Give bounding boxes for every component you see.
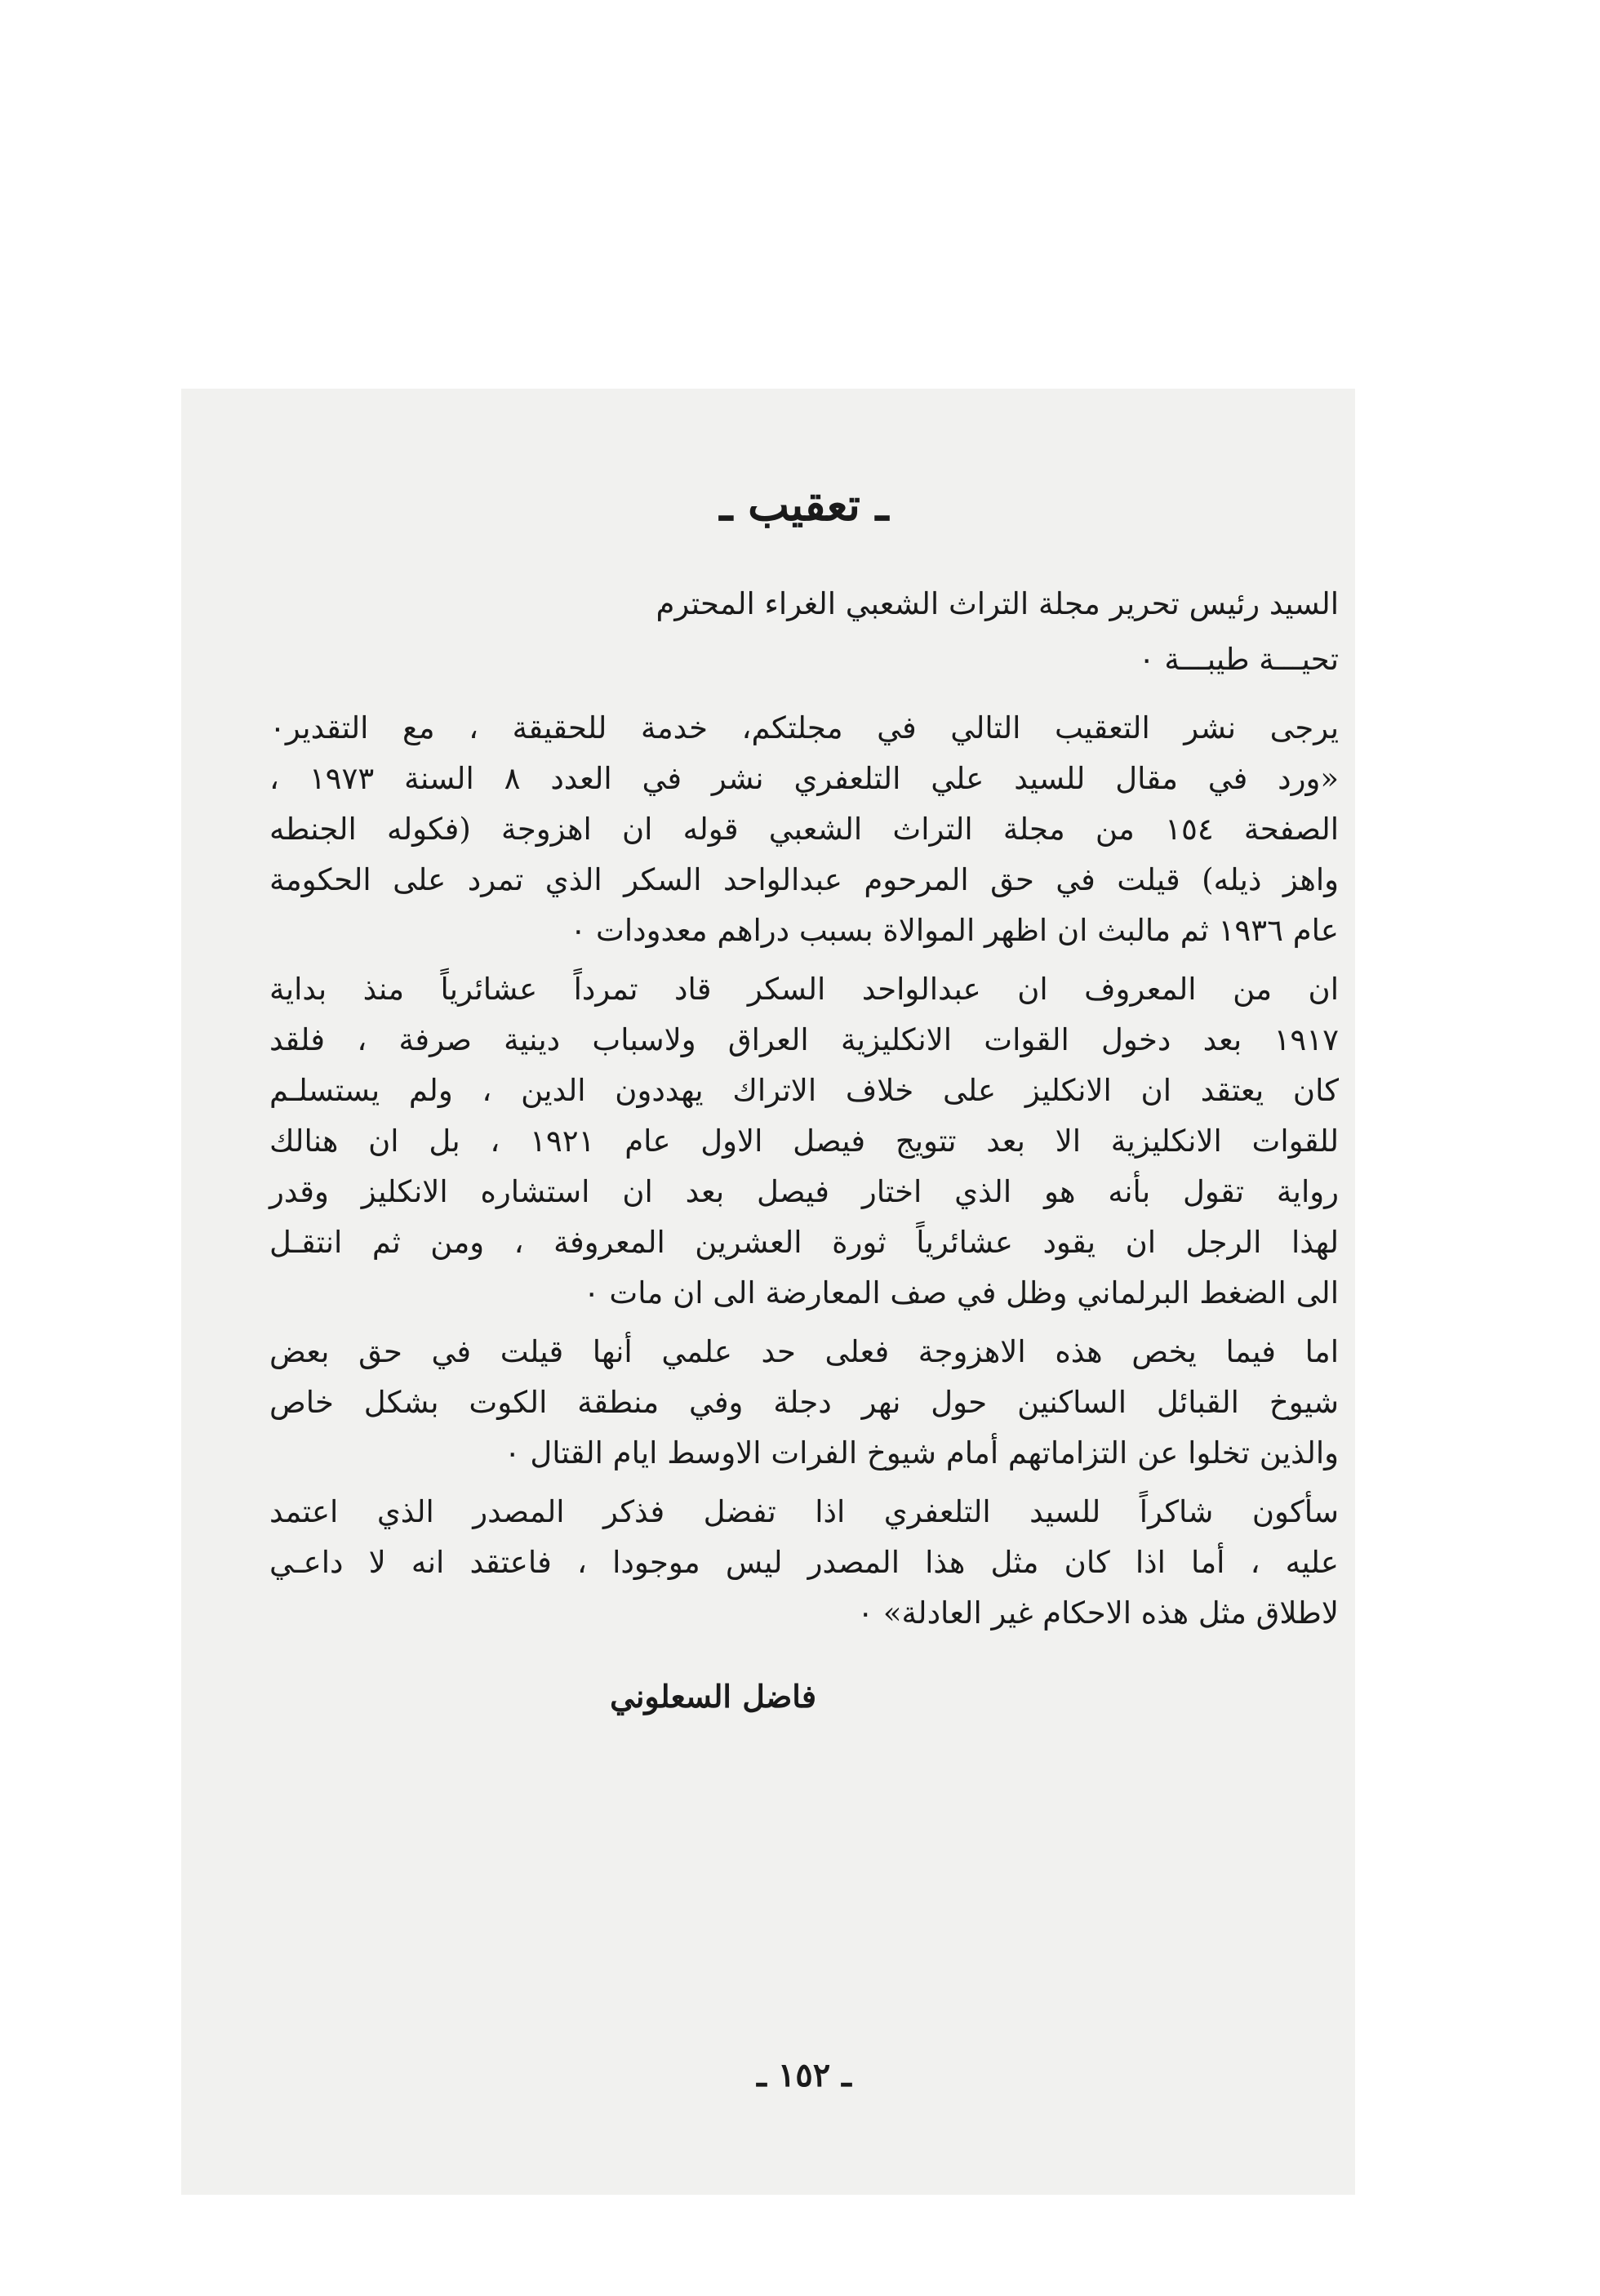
paragraph-1-line-2: «ورد في مقال للسيد علي التلعفري نشر في العدد ٨ السنة ١٩٧٣ ، xyxy=(269,761,1339,796)
paragraph-2-line-2: ١٩١٧ بعد دخول القوات الانكليزية العراق ولاسباب دينية صرفة ، فلقد xyxy=(269,1022,1339,1057)
paragraph-2-line-6: لهذا الرجل ان يقود عشائرياً ثورة العشرين المعروفة ، ومن ثم انتقـل xyxy=(269,1225,1339,1260)
signature: فاضل السعلوني xyxy=(610,1678,816,1715)
paragraph-4-line-2: عليه ، أما اذا كان مثل هذا المصدر ليس موجودا ، فاعتقد انه لا داعـي xyxy=(269,1545,1339,1580)
paragraph-1-line-3: الصفحة ١٥٤ من مجلة التراث الشعبي قوله ان اهزوجة (فكوله الجنطه xyxy=(269,812,1339,847)
paragraph-4-line-3: لاطلاق مثل هذه الاحكام غير العادلة» ٠ xyxy=(857,1595,1339,1631)
paragraph-2-line-4: للقوات الانكليزية الا بعد تتويج فيصل الاول عام ١٩٢١ ، بل ان هنالك xyxy=(269,1124,1339,1159)
paragraph-1-line-5: عام ١٩٣٦ ثم مالبث ان اظهر الموالاة بسبب دراهم معدودات ٠ xyxy=(570,913,1339,948)
paragraph-4-line-1: سأكون شاكراً للسيد التلعفري اذا تفضل فذكر المصدر الذي اعتمد xyxy=(269,1494,1339,1529)
paragraph-2-line-7: الى الضغط البرلماني وظل في صف المعارضة الى ان مات ٠ xyxy=(583,1275,1339,1310)
paragraph-2-line-3: كان يعتقد ان الانكليز على خلاف الاتراك يهددون الدين ، ولم يستسلـم xyxy=(269,1073,1339,1108)
document-title: ـ تعقيب ـ xyxy=(719,478,889,531)
greeting-salutation: تحيـــة طيبـــة ٠ xyxy=(1138,642,1339,677)
page-number: ـ ١٥٢ ـ xyxy=(757,2056,851,2094)
paragraph-1-line-1: يرجى نشر التعقيب التالي في مجلتكم، خدمة للحقيقة ، مع التقدير٠ xyxy=(269,710,1339,745)
paragraph-2-line-1: ان من المعروف ان عبدالواحد السكر قاد تمرداً عشائرياً منذ بداية xyxy=(269,972,1339,1007)
greeting-addressee: السيد رئيس تحرير مجلة التراث الشعبي الغراء المحترم xyxy=(656,586,1339,621)
paragraph-3-line-3: والذين تخلوا عن التزاماتهم أمام شيوخ الفرات الاوسط ايام القتال ٠ xyxy=(504,1435,1339,1471)
paragraph-2-line-5: رواية تقول بأنه هو الذي اختار فيصل بعد ان استشاره الانكليز وقدر xyxy=(269,1174,1339,1209)
paragraph-3-line-1: اما فيما يخص هذه الاهزوجة فعلى حد علمي أنها قيلت في حق بعض xyxy=(269,1334,1339,1369)
paragraph-1-line-4: واهز ذيله) قيلت في حق المرحوم عبدالواحد السكر الذي تمرد على الحكومة xyxy=(269,862,1339,897)
paragraph-3-line-2: شيوخ القبائل الساكنين حول نهر دجلة وفي منطقة الكوت بشكل خاص xyxy=(269,1385,1339,1420)
